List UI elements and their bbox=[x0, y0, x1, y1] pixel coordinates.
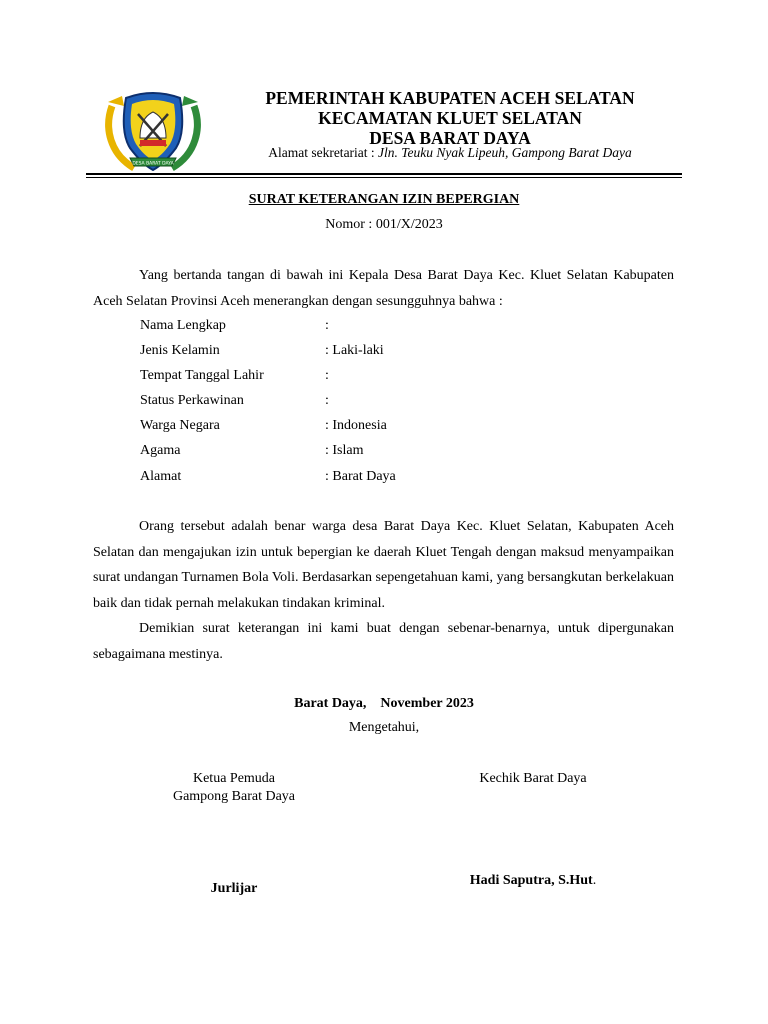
letter-number: Nomor : 001/X/2023 bbox=[325, 217, 443, 232]
left-sign-name: Jurlijar bbox=[210, 881, 258, 896]
place-date: Barat Daya, November 2023 bbox=[294, 696, 474, 711]
address-value: Jln. Teuku Nyak Lipeuh, Gampong Barat Daya bbox=[378, 145, 632, 160]
field-value: : Laki-laki bbox=[325, 343, 384, 358]
field-value: : bbox=[325, 318, 329, 333]
regency-logo bbox=[100, 88, 206, 176]
right-sign-title: Kechik Barat Daya bbox=[479, 771, 587, 786]
field-value: : Indonesia bbox=[325, 418, 387, 433]
field-label: Nama Lengkap bbox=[140, 318, 226, 333]
header-village: DESA BARAT DAYA bbox=[369, 128, 531, 148]
field-row bbox=[140, 469, 540, 489]
closing-text: Demikian surat keterangan ini kami buat dengan sebenar-benarnya, untuk dipergunakan sebagaimana mestinya. bbox=[93, 621, 674, 662]
field-label: Status Perkawinan bbox=[140, 393, 244, 408]
field-value: : Barat Daya bbox=[325, 469, 396, 484]
body-text: Orang tersebut adalah benar warga desa Barat Daya Kec. Kluet Selatan, Kabupaten Aceh Selatan dan mengajukan izin untuk bepergian ke daerah Kluet Tengah dengan maksud menyampaikan surat undangan Turnamen Bola Voli. Berdasarkan sepengetahuan kami, yang bersangkutan berkelakuan baik dan tidak pernah melakukan tindakan kriminal. bbox=[93, 519, 674, 611]
field-label: Warga Negara bbox=[140, 418, 220, 433]
field-row bbox=[140, 443, 540, 463]
body-paragraph bbox=[93, 514, 674, 616]
address-label: Alamat sekretariat : bbox=[268, 145, 379, 160]
intro-text: Yang bertanda tangan di bawah ini Kepala Desa Barat Daya Kec. Kluet Selatan Kabupaten Aceh Selatan Provinsi Aceh menerangkan dengan sesungguhnya bahwa : bbox=[93, 268, 674, 309]
field-label: Tempat Tanggal Lahir bbox=[140, 368, 264, 383]
field-label: Jenis Kelamin bbox=[140, 343, 220, 358]
field-row bbox=[140, 393, 540, 413]
header-government: PEMERINTAH KABUPATEN ACEH SELATAN bbox=[265, 88, 635, 108]
field-row bbox=[140, 368, 540, 388]
field-value: : bbox=[325, 368, 329, 383]
right-sign-name-suffix: . bbox=[592, 873, 597, 888]
header-rule-thick bbox=[86, 173, 682, 175]
header-address bbox=[240, 145, 660, 161]
header-district: KECAMATAN KLUET SELATAN bbox=[318, 108, 582, 128]
field-row bbox=[140, 318, 540, 338]
logo-ribbon-text: DESA BARAT DAYA bbox=[132, 161, 174, 167]
field-label: Alamat bbox=[140, 469, 182, 484]
intro-paragraph bbox=[93, 263, 674, 314]
closing-paragraph bbox=[93, 616, 674, 667]
field-value: : bbox=[325, 393, 329, 408]
left-sign-title: Ketua Pemuda bbox=[192, 771, 276, 786]
field-row bbox=[140, 418, 540, 438]
right-sign-name-block bbox=[433, 873, 633, 889]
header-rule-thin bbox=[86, 177, 682, 178]
field-row bbox=[140, 343, 540, 363]
right-sign-name: Hadi Saputra, S.Hut bbox=[469, 873, 593, 888]
field-label: Agama bbox=[140, 443, 181, 458]
letter-title: SURAT KETERANGAN IZIN BEPERGIAN bbox=[248, 192, 520, 207]
field-value: : Islam bbox=[325, 443, 364, 458]
acknowledged-label: Mengetahui, bbox=[348, 720, 420, 735]
left-sign-subtitle: Gampong Barat Daya bbox=[172, 789, 296, 804]
